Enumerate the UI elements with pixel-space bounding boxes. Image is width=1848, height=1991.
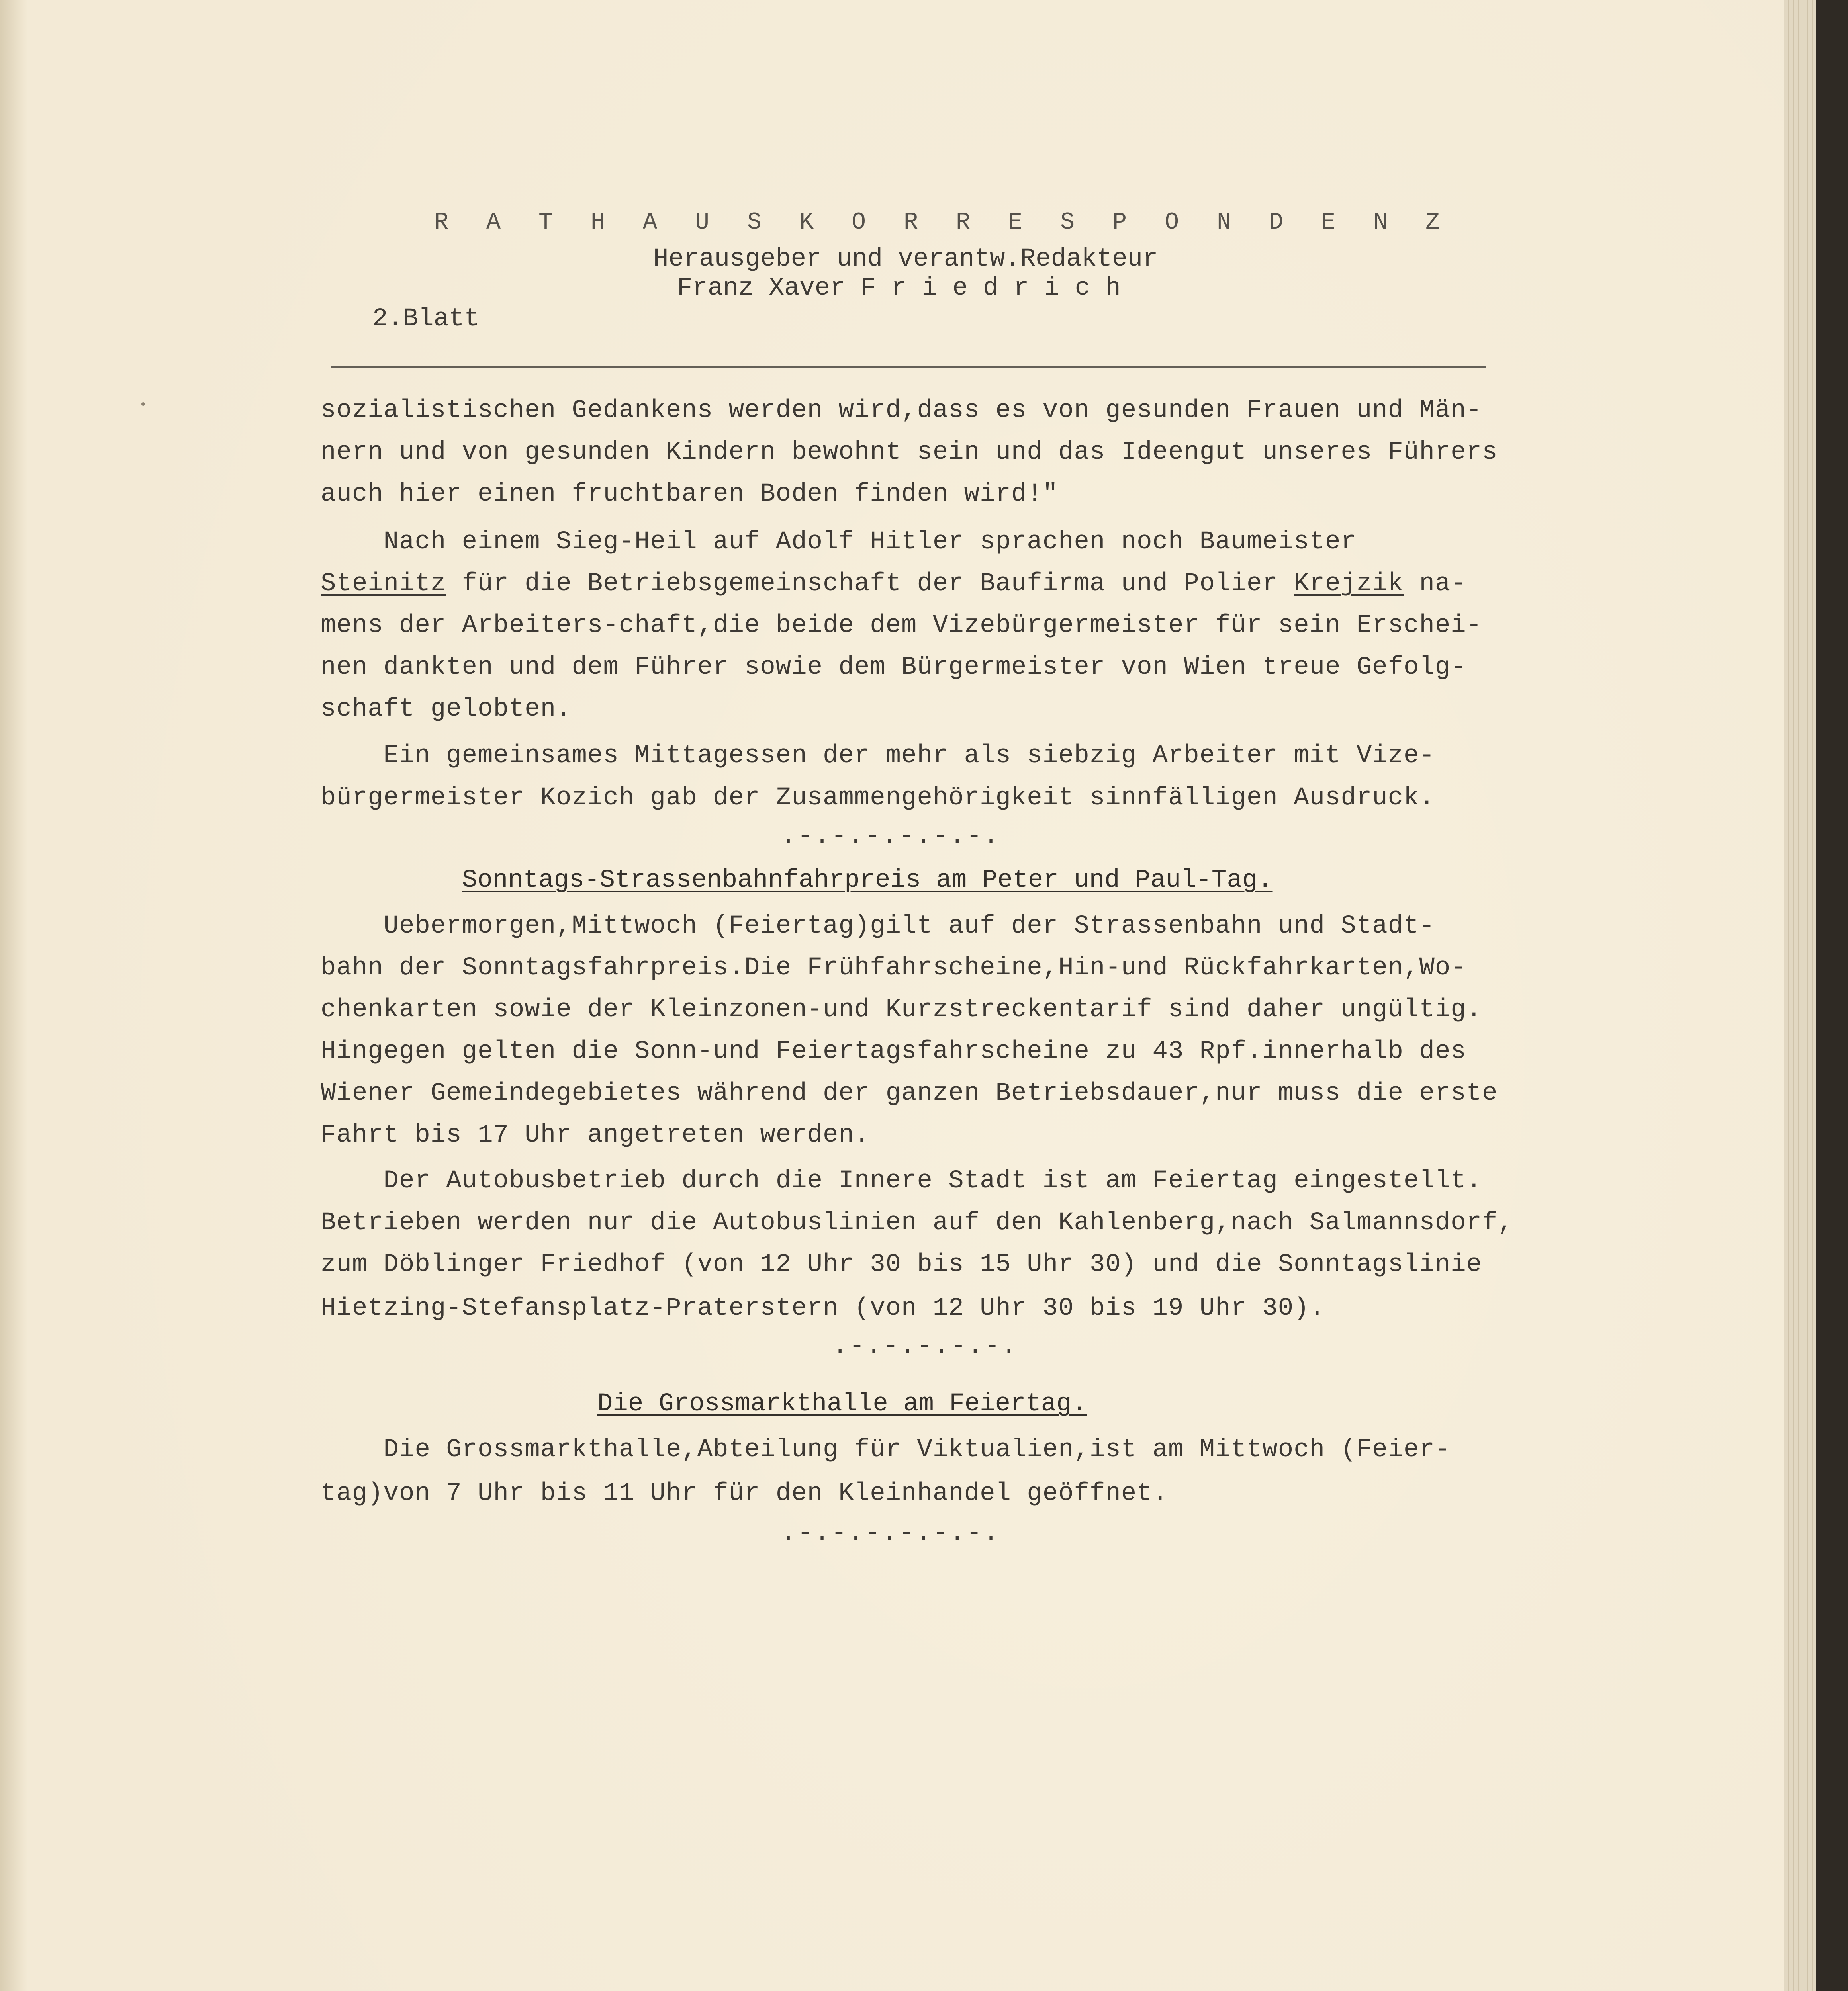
body-line-steinitz: [321, 569, 1466, 598]
separator: .-.-.-.-.-.: [832, 1332, 1018, 1361]
body-line: zum Döblinger Friedhof (von 12 Uhr 30 bis 15 Uhr 30) und die Sonntagslinie: [321, 1250, 1482, 1279]
name-steinitz: Steinitz: [321, 569, 446, 598]
masthead-title: RATHAUSKORRESPONDENZ: [434, 209, 1478, 236]
body-line: bürgermeister Kozich gab der Zusammengehörigkeit sinnfälligen Ausdruck.: [321, 784, 1435, 812]
header-rule: [331, 366, 1486, 368]
section-heading-tram-fares: Sonntags-Strassenbahnfahrpreis am Peter und Paul-Tag.: [462, 866, 1273, 895]
body-line: Nach einem Sieg-Heil auf Adolf Hitler sprachen noch Baumeister: [321, 528, 1357, 556]
body-line: Der Autobusbetrieb durch die Innere Stadt ist am Feiertag eingestellt.: [321, 1167, 1482, 1195]
body-line: Uebermorgen,Mittwoch (Feiertag)gilt auf der Strassenbahn und Stadt-: [321, 912, 1435, 941]
binder-edge: [1816, 0, 1848, 1991]
section-heading-market-hall: Die Grossmarkthalle am Feiertag.: [597, 1390, 1087, 1418]
body-line-rest: na-: [1404, 569, 1466, 598]
body-line: Betrieben werden nur die Autobuslinien auf den Kahlenberg,nach Salmannsdorf,: [321, 1209, 1513, 1237]
body-line: Ein gemeinsames Mittagessen der mehr als siebzig Arbeiter mit Vize-: [321, 741, 1435, 770]
body-line: auch hier einen fruchtbaren Boden finden wird!": [321, 480, 1059, 509]
body-line: nen dankten und dem Führer sowie dem Bürgermeister von Wien treue Gefolg-: [321, 653, 1466, 682]
body-line: chenkarten sowie der Kleinzonen-und Kurzstreckentarif sind daher ungültig.: [321, 996, 1482, 1024]
body-line: sozialistischen Gedankens werden wird,dass es von gesunden Frauen und Män-: [321, 396, 1482, 425]
body-line: Hingegen gelten die Sonn-und Feiertagsfahrscheine zu 43 Rpf.innerhalb des: [321, 1037, 1466, 1066]
body-line: Die Grossmarkthalle,Abteilung für Viktualien,ist am Mittwoch (Feier-: [321, 1436, 1451, 1464]
publisher-line: Herausgeber und verantw.Redakteur: [653, 245, 1158, 274]
body-line: Fahrt bis 17 Uhr angetreten werden.: [321, 1121, 870, 1150]
body-line: Wiener Gemeindegebietes während der ganzen Betriebsdauer,nur muss die erste: [321, 1079, 1498, 1108]
sheet-number: 2.Blatt: [372, 305, 480, 333]
separator: .-.-.-.-.-.-.: [781, 1519, 1000, 1548]
separator: .-.-.-.-.-.-.: [781, 822, 1000, 851]
editor-line: Franz Xaver F r i e d r i c h: [677, 274, 1121, 303]
body-line: tag)von 7 Uhr bis 11 Uhr für den Kleinhandel geöffnet.: [321, 1479, 1168, 1508]
body-line: mens der Arbeiters-chaft,die beide dem Vizebürgermeister für sein Erschei-: [321, 611, 1482, 640]
stacked-page-edges: [1784, 0, 1816, 1991]
body-line-rest: für die Betriebsgemeinschaft der Baufirma und Polier: [446, 569, 1294, 598]
body-line: schaft gelobten.: [321, 695, 572, 724]
body-line: bahn der Sonntagsfahrpreis.Die Frühfahrscheine,Hin-und Rückfahrkarten,Wo-: [321, 954, 1466, 982]
body-line: Hietzing-Stefansplatz-Praterstern (von 12 Uhr 30 bis 19 Uhr 30).: [321, 1294, 1325, 1323]
paper-speck: [141, 402, 145, 406]
name-krejzik: Krejzik: [1294, 569, 1404, 598]
page-left-shadow: [0, 0, 28, 1991]
body-line: nern und von gesunden Kindern bewohnt sein und das Ideengut unseres Führers: [321, 438, 1498, 467]
